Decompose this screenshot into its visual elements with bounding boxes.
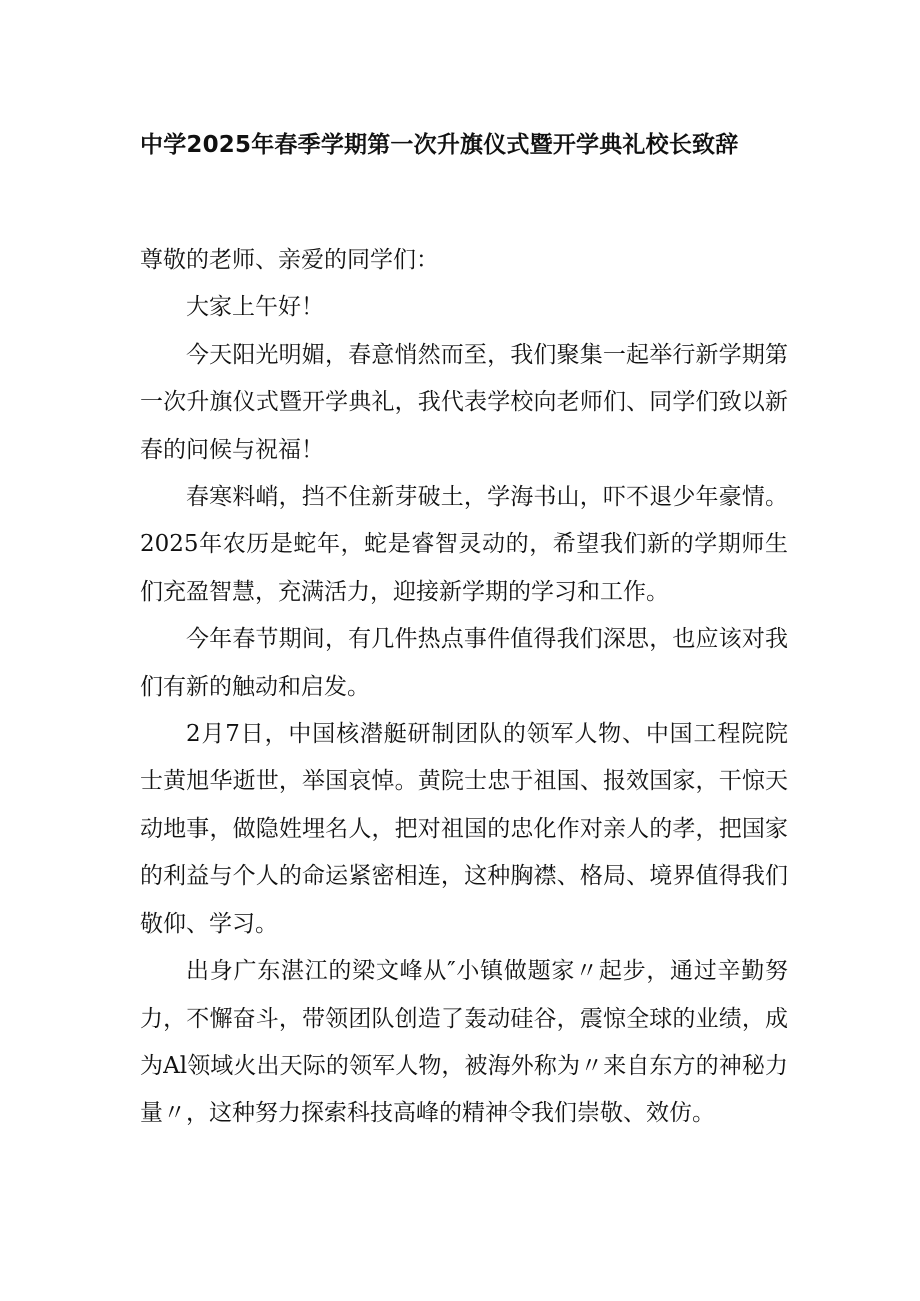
paragraph-huang-xuhua: 2月7日，中国核潜艇研制团队的领军人物、中国工程院院士黄旭华逝世，举国哀悼。黄院士忠于祖国、报效国家，干惊天动地事，做隐姓埋名人，把对祖国的忠化作对亲人的孝，把国家的利益与个人的命运紧密相连，这种胸襟、格局、境界值得我们敬仰、学习。 bbox=[140, 721, 788, 937]
document-title: 中学2025年春季学期第一次升旗仪式暨开学典礼校长致辞 bbox=[140, 132, 739, 158]
paragraph-liang-wenfeng: 出身广东湛江的梁文峰从″小镇做题家〃起步，通过辛勤努力，不懈奋斗，带领团队创造了轰动硅谷，震惊全球的业绩，成为Al领域火出天际的领军人物，被海外称为〃来自东方的神秘力量〃，这种努力探索科技高峰的精神令我们崇敬、效仿。 bbox=[140, 958, 788, 1127]
paragraph-greeting: 大家上午好！ bbox=[186, 294, 324, 321]
paragraph-events-intro: 今年春节期间，有几件热点事件值得我们深思，也应该对我们有新的触动和启发。 bbox=[140, 626, 788, 700]
document-body bbox=[140, 237, 788, 1138]
paragraph-opening: 今天阳光明媚，春意悄然而至，我们聚集一起举行新学期第一次升旗仪式暨开学典礼，我代表学校向老师们、同学们致以新春的问候与祝福！ bbox=[140, 341, 788, 463]
salutation: 尊敬的老师、亲爱的同学们： bbox=[140, 247, 439, 273]
paragraph-spring: 春寒料峭，挡不住新芽破土，学海书山，吓不退少年豪情。2025年农历是蛇年，蛇是睿智灵动的，希望我们新的学期师生们充盈智慧，充满活力，迎接新学期的学习和工作。 bbox=[140, 484, 788, 605]
